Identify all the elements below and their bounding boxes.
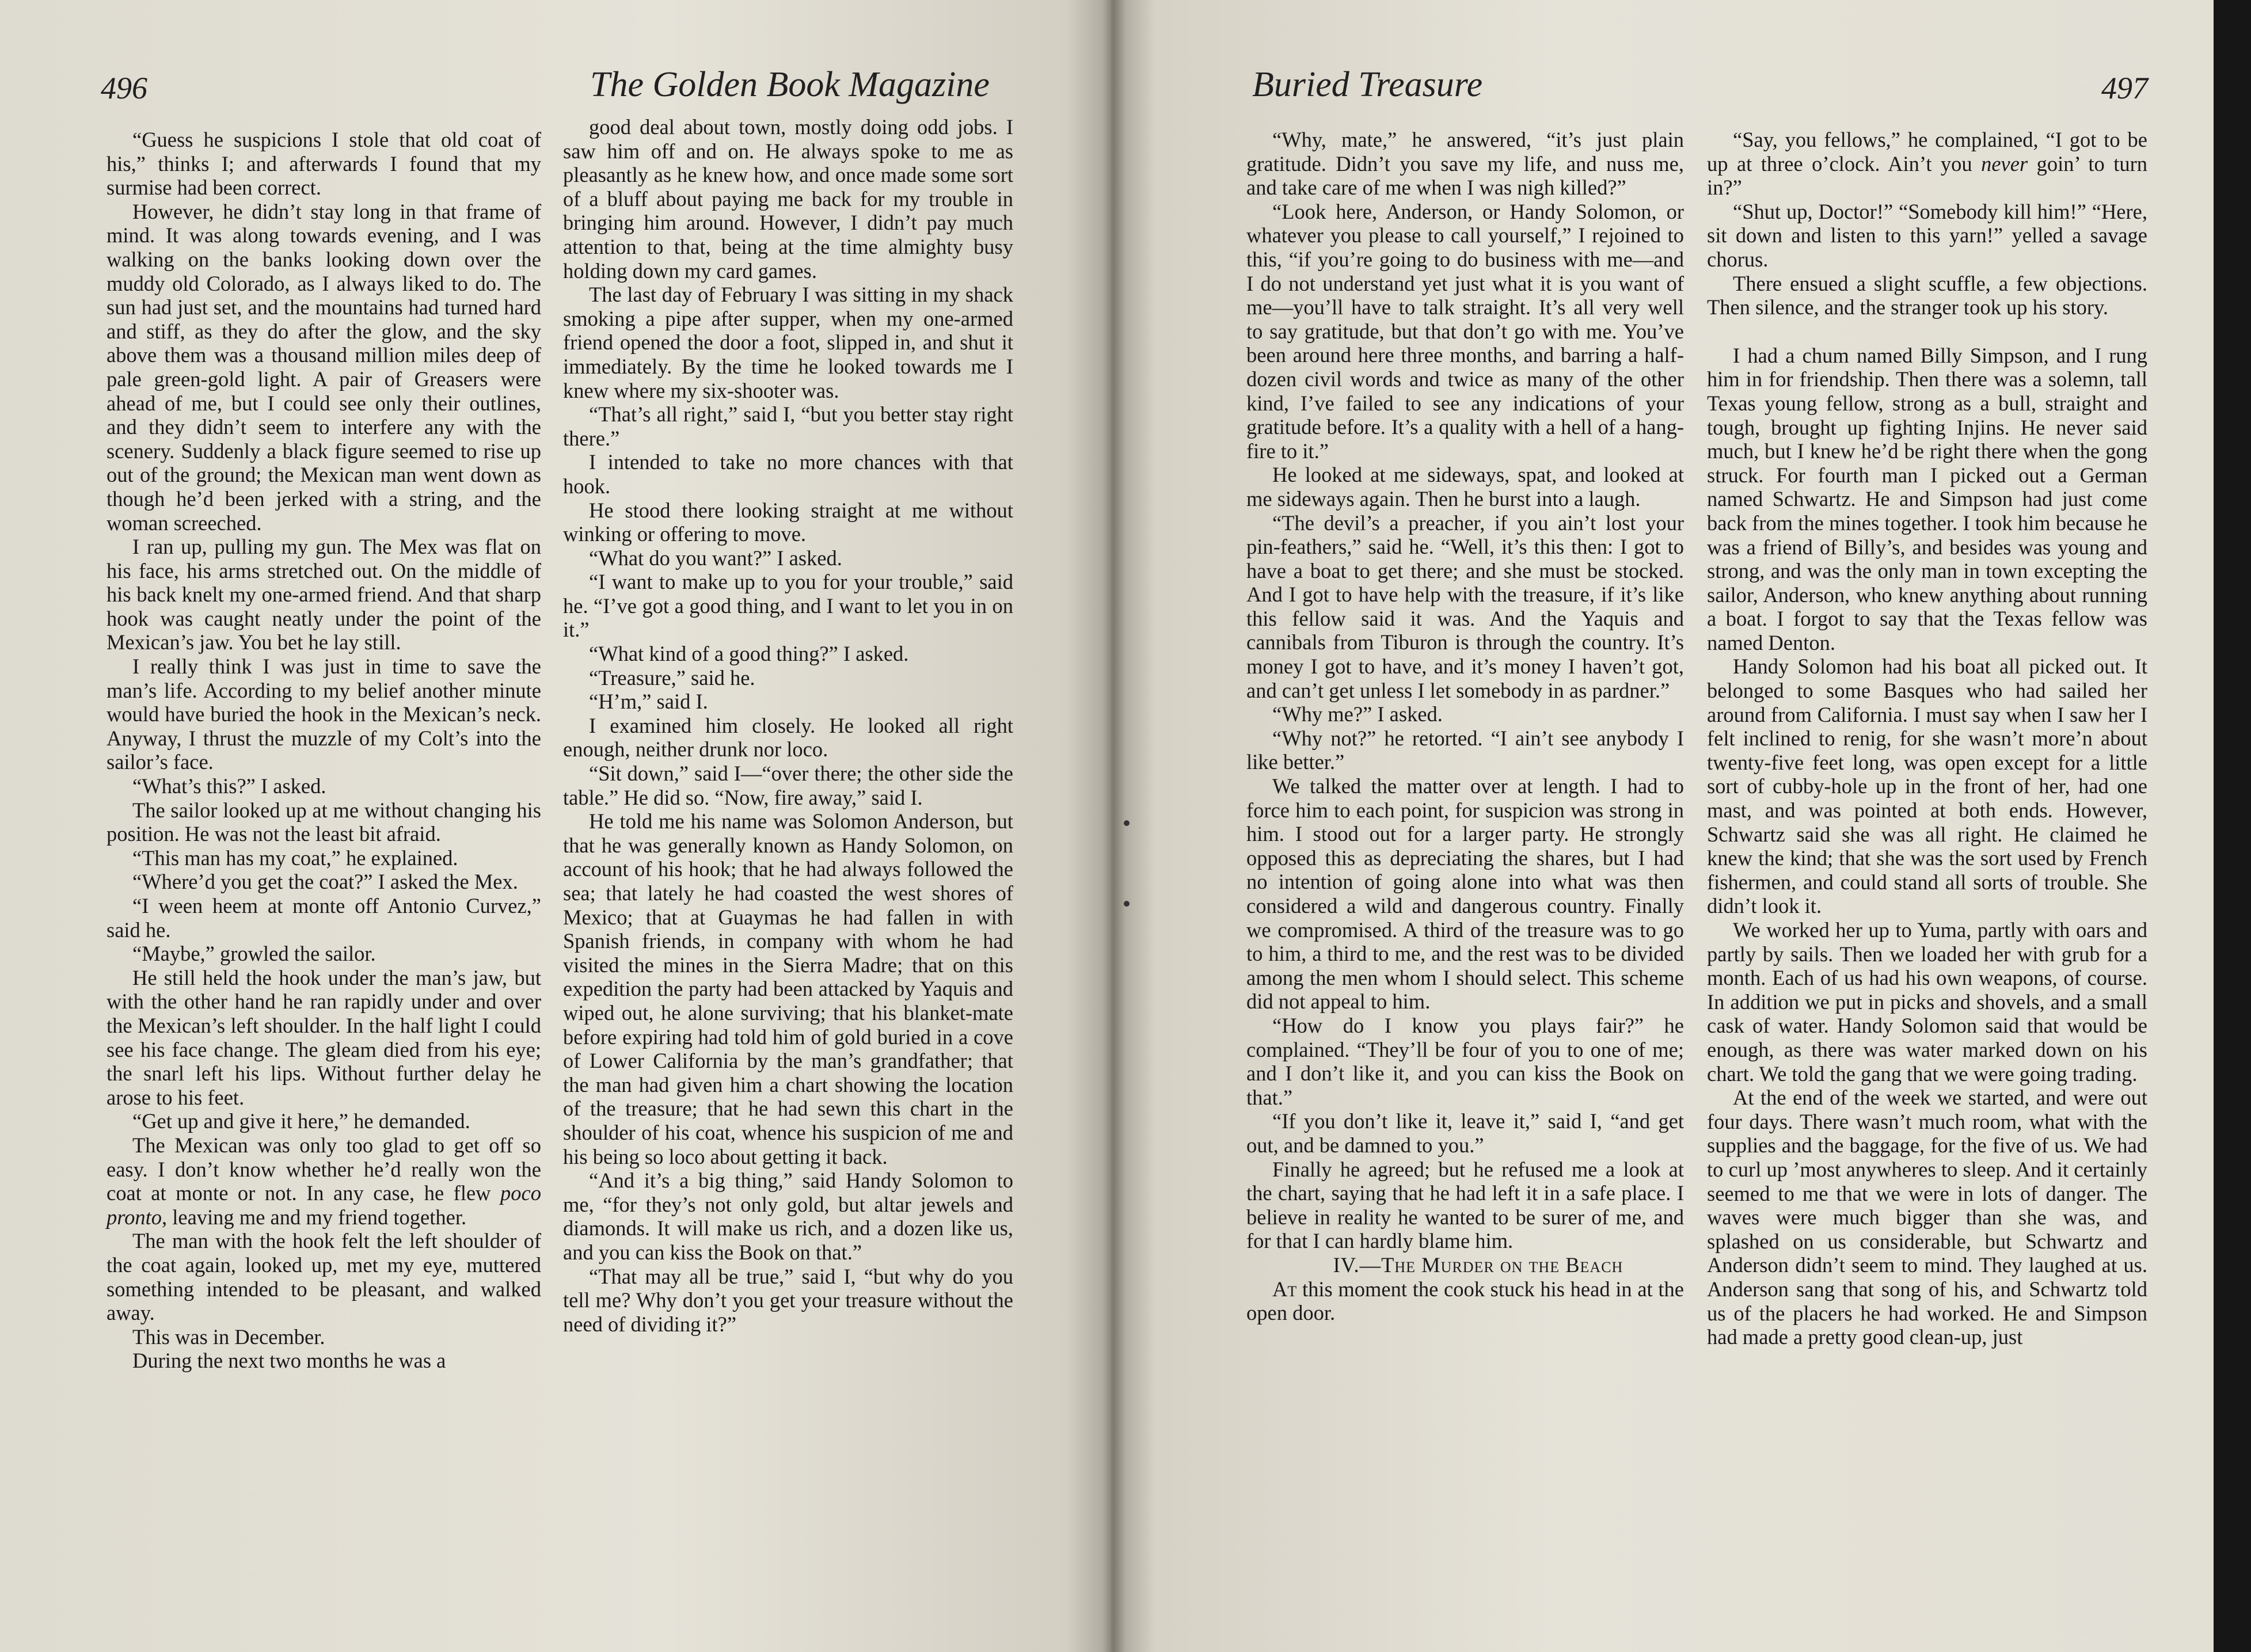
paragraph: “H’m,” said I. [589,690,708,714]
paragraph: I really think I was just in time to save the man’s life. According to my belief another minute would have buried the hook in the Mexican’s neck. Anyway, I thrust the muzzle of my Colt’s into the sailor’s face. [107,654,541,774]
paragraph: Finally he agreed; but he refused me a look at the chart, saying that he had left it in a safe place. I believe in reality he wanted to be surer of me, and for that I can hardly blame him. [1246,1157,1684,1253]
story-break [1707,319,2147,344]
text-column-4 [1707,128,2147,1349]
section-opening-word: At [1272,1277,1297,1301]
paragraph: “If you don’t like it, leave it,” said I, “and get out, and be damned to you.” [1246,1109,1684,1157]
paragraph: “Get up and give it here,” he demanded. [132,1109,470,1133]
left-page [0,0,1111,1652]
section-heading: IV.—The Murder on the Beach [1333,1253,1623,1277]
paragraph: “Where’d you get the coat?” I asked the Mex. [132,870,518,894]
paragraph: “This man has my coat,” he explained. [132,846,458,870]
paragraph: “Shut up, Doctor!” “Somebody kill him!” “Here, sit down and listen to this yarn!” yelled a savage chorus. [1707,199,2147,271]
paragraph: We talked the matter over at length. I had to force him to each point, for suspicion was strong in him. I stood out for a larger party. He strongly opposed this as depreciating the shares, but I had no intention of going alone into what was then considered a wild and dangerous country. Finally we compromised. A third of the treasure was to go to him, a third to me, and the rest was to be divided among the men whom I should select. This scheme did not appeal to him. [1246,774,1684,1014]
page-number-left: 496 [101,71,147,105]
paragraph: “That may all be true,” said I, “but why do you tell me? Why don’t you get your treasure without the need of dividing it?” [563,1264,1013,1336]
column-3-paragraphs [1246,128,1684,1253]
paragraph: “That’s all right,” said I, “but you better stay right there.” [563,402,1013,450]
paragraph: “I ween heem at monte off Antonio Curvez,” said he. [107,894,541,942]
paragraph: “How do I know you plays fair?” he complained. “They’ll be four of you to one of me; and I don’t like it, and you can kiss the Book on that.” [1246,1013,1684,1109]
paragraph: He stood there looking straight at me without winking or offering to move. [563,498,1013,546]
text-column-3 [1246,128,1684,1325]
paragraph: “What’s this?” I asked. [132,774,326,798]
paragraph: “Look here, Anderson, or Handy Solomon, or whatever you please to call yourself,” I rejoined to this, “if you’re going to do business with me—and I do not understand yet just what it is you want of me—you’ll have to talk straight. It’s all very well to say gratitude, but that don’t go with me. You’ve been around here three months, and barring a half-dozen civil words and twice as many of the other kind, I’ve failed to see any indications of your gratitude before. It’s a quality with a hell of a hang-fire to it.” [1246,199,1684,463]
running-title-left: The Golden Book Magazine [590,65,990,104]
paragraph: At the end of the week we started, and were out four days. There wasn’t much room, what with the supplies and the baggage, for the five of us. We had to curl up ’most anywheres to sleep. And it certainly seemed to me that we were in lots of danger. The waves were much bigger than she was, and splashed on us considerable, but Schwartz and Anderson didn’t seem to mind. They laughed at us. Anderson sang that song of his, and Schwartz told us of the placers he had worked. He and Simpson had made a pretty good clean-up, just [1707,1086,2147,1349]
paragraph: “What kind of a good thing?” I asked. [589,642,909,666]
paragraph: “Why, mate,” he answered, “it’s just plain gratitude. Didn’t you save my life, and nuss me, and take care of me when I was nigh killed?” [1246,128,1684,200]
paragraph: Handy Solomon had his boat all picked out. It belonged to some Basques who had sailed her around from California. I must say when I saw her I felt inclined to renig, for she wasn’t more’n about twenty-five feet long, was open except for a little sort of cubby-hole up in the front of her, had one mast, and was pointed at both ends. However, Schwartz said she was all right. He claimed he knew the kind; that she was the sort used by French fishermen, and could stand all sorts of trouble. She didn’t look it. [1707,654,2147,918]
section-opening-paragraph [1246,1277,1684,1325]
paragraph: “Why not?” he retorted. “I ain’t see anybody I like better.” [1246,726,1684,774]
right-page [1111,0,2214,1652]
paragraph: He still held the hook under the man’s jaw, but with the other hand he ran rapidly under and over the Mexican’s left shoulder. In the half light I could see his face change. The gleam died from his eye; the snarl left his lips. Without further delay he arose to his feet. [107,965,541,1109]
paragraph: “Maybe,” growled the sailor. [132,942,376,966]
paragraph: “What do you want?” I asked. [589,546,842,570]
section-opening-text: this moment the cook stuck his head in at the open door. [1246,1277,1684,1325]
text-column-1 [107,128,541,1373]
book-gutter [1102,0,1126,1652]
paragraph: During the next two months he was a [132,1349,446,1373]
paragraph: “The devil’s a preacher, if you ain’t lost your pin-feathers,” said he. “Well, it’s this then: I got to have a boat to get there; and she must be stocked. And I got to have help with the treasure, if it’s like this fellow said it was. And the Yaquis and cannibals from Tiburon is through the country. It’s money I got to have, and it’s money I haven’t got, and can’t get unless I let somebody in as pardner.” [1246,511,1684,702]
paragraph: “Sit down,” said I—“over there; the other side the table.” He did so. “Now, fire away,” said I. [563,762,1013,809]
paragraph: This was in December. [132,1324,325,1349]
running-title-right: Buried Treasure [1252,65,1483,104]
paragraph: I examined him closely. He looked all right enough, neither drunk nor loco. [563,713,1013,762]
paragraph: The man with the hook felt the left shoulder of the coat again, looked up, met my eye, muttered something intended to be pleasant, and walked away. [107,1229,541,1325]
paragraph: The Mexican was only too glad to get off so easy. I don’t know whether he’d really won the coat at monte or not. In any case, he flew poco pronto, leaving me and my friend together. [107,1133,541,1229]
text-column-2 [563,115,1013,1336]
page-number-right: 497 [2101,71,2148,105]
paragraph: He told me his name was Solomon Anderson, but that he was generally known as Handy Solomon, on account of his hook; that he had always followed the sea; that lately he had coasted the west shores of Mexico; that at Guaymas he had fallen in with Spanish friends, in company with whom he had visited the mines in the Sierra Madre; that on this expedition the party had been attacked by Yaquis and wiped out, he alone surviving; that his blanket-mate before expiring had told him of gold buried in a cove of Lower California by the man’s grandfather; that the man had given him a chart showing the location of the treasure; that he had sewn this chart in the shoulder of his coat, whence his suspicion of me and his being so loco about getting it back. [563,809,1013,1168]
paragraph: “Say, you fellows,” he complained, “I got to be up at three o’clock. Ain’t you never goin’ to turn in?” [1707,128,2148,200]
paragraph: I ran up, pulling my gun. The Mex was flat on his face, his arms stretched out. On the middle of his back knelt my one-armed friend. And that sharp hook was caught neatly under the point of the Mexican’s jaw. You bet he lay still. [107,535,541,654]
paragraph: I intended to take no more chances with that hook. [563,450,1013,498]
paragraph: There ensued a slight scuffle, a few objections. Then silence, and the stranger took up his story. [1707,271,2147,319]
paragraph: We worked her up to Yuma, partly with oars and partly by sails. Then we loaded her with grub for a month. Each of us had his own weapons, of course. In addition we put in picks and shovels, and a small cask of water. Handy Solomon said that would be enough, as there was water marked down on his chart. We told the gang that we were going trading. [1707,918,2147,1086]
column-4-top-paragraphs [1707,128,2147,319]
scan-speck [1124,820,1130,826]
column-4-story-paragraphs [1707,344,2147,1349]
paragraph: good deal about town, mostly doing odd jobs. I saw him off and on. He always spoke to me as pleasantly as he knew how, and once made some sort of a bluff about paying me back for my trouble in bringing him around. However, I didn’t pay much attention to that, being at the time almighty busy holding down my card games. [563,115,1013,283]
scan-edge [2214,0,2251,1652]
paragraph: The sailor looked up at me without changing his position. He was not the least bit afraid. [107,798,541,846]
scan-speck [1124,901,1130,907]
paragraph: “Guess he suspicions I stole that old coat of his,” thinks I; and afterwards I found that my surmise had been correct. [107,128,541,200]
paragraph: The last day of February I was sitting in my shack smoking a pipe after supper, when my one-armed friend opened the door a foot, slipped in, and shut it immediately. By the time he looked towards me I knew where my six-shooter was. [563,283,1013,402]
paragraph: I had a chum named Billy Simpson, and I rung him in for friendship. Then there was a solemn, tall Texas young fellow, strong as a bull, straight and tough, brought up fighting Injins. He never said much, but I knew he’d be right there when the gong struck. For fourth man I picked out a German named Schwartz. He and Simpson had just come back from the mines together. I took him because he was a friend of Billy’s, and besides was young and strong, and was the only man in town excepting the sailor, Anderson, who knew anything about running a boat. I forgot to say that the Texas fellow was named Denton. [1707,343,2147,654]
paragraph: “Why me?” I asked. [1272,702,1443,726]
paragraph: “And it’s a big thing,” said Handy Solomon to me, “for they’s not only gold, but altar jewels and diamonds. It will make us rich, and a dozen like us, and you can kiss the Book on that.” [563,1168,1013,1264]
paragraph: However, he didn’t stay long in that frame of mind. It was along towards evening, and I was walking on the banks looking down over the muddy old Colorado, as I always liked to do. The sun had just set, and the mountains had turned hard and stiff, as they do after the glow, and the sky above them was a thousand million miles deep of pale green-gold light. A pair of Greasers were ahead of me, but I could see only their outlines, and they didn’t seem to interfere any with the scenery. Suddenly a black figure seemed to rise up out of the ground; the Mexican man went down as though he’d been jerked with a string, and the woman screeched. [107,199,541,535]
paragraph: “I want to make up to you for your trouble,” said he. “I’ve got a good thing, and I want to let you in on it.” [563,570,1013,642]
paragraph: He looked at me sideways, spat, and looked at me sideways again. Then he burst into a laugh. [1246,463,1684,511]
paragraph: “Treasure,” said he. [589,665,755,690]
